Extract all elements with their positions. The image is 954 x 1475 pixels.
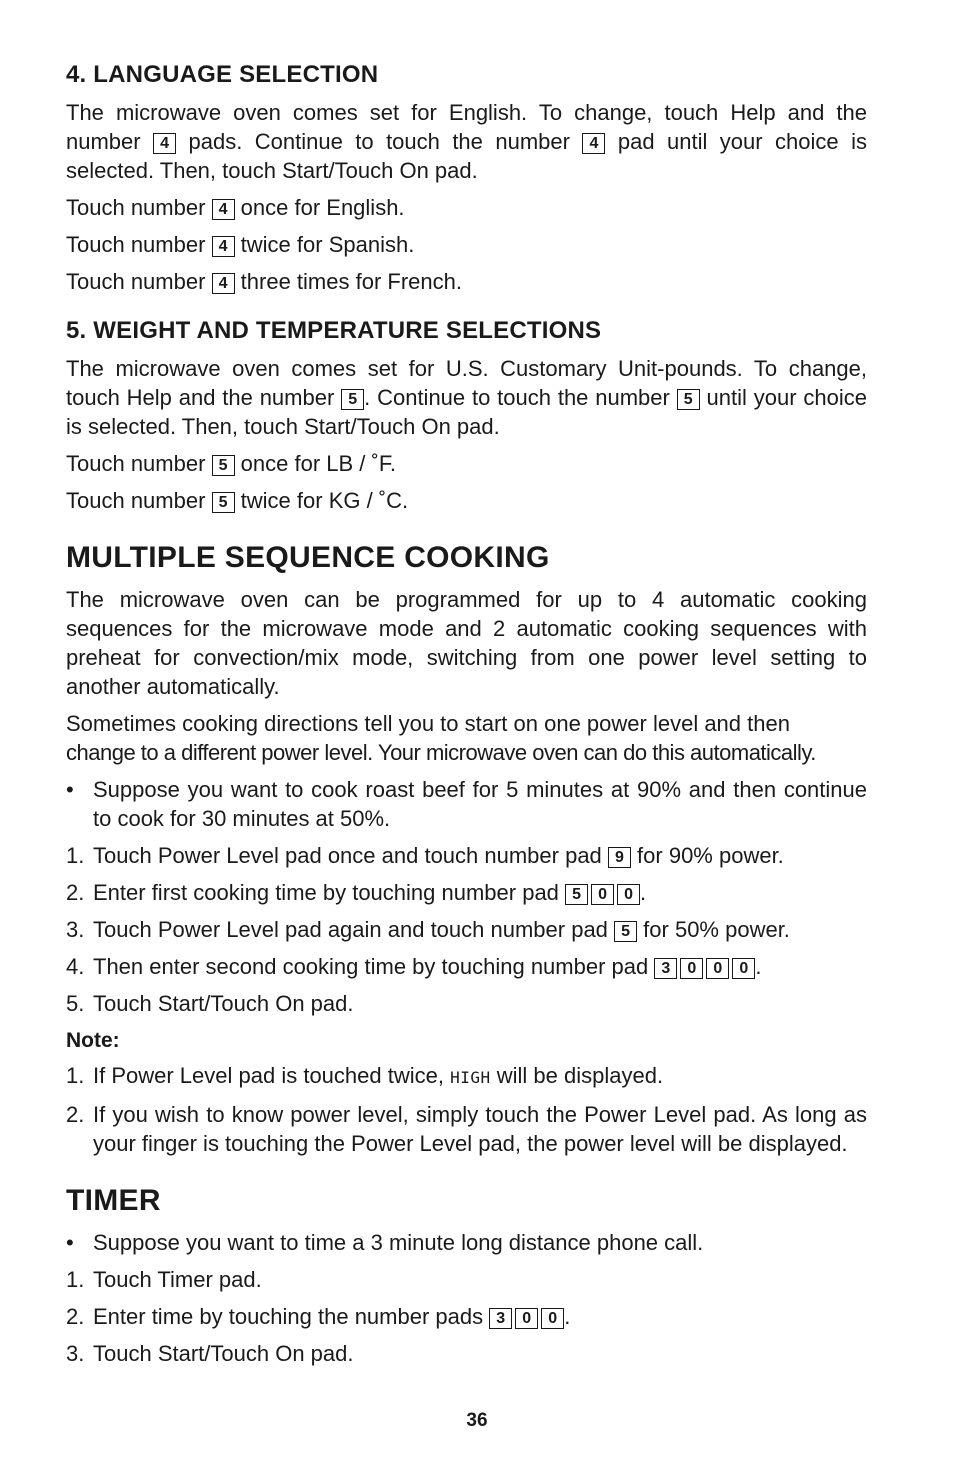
- weight-line-kg: Touch number 5 twice for KG / ˚C.: [66, 488, 409, 513]
- key-4: 4: [153, 133, 176, 154]
- language-intro: The microwave oven comes set for English. To change, touch Help and the number 4 pads. Continue to touch the number 4 pad until your choice is selected. Then, touch Start/Touch On pad.: [66, 100, 867, 183]
- step-item: 4. Then enter second cooking time by touching number pad 3 0 0 0 .: [66, 954, 762, 979]
- keypad-sequence: [614, 921, 637, 942]
- weight-line-lb: Touch number 5 once for LB / ˚F.: [66, 451, 396, 476]
- bullet-mark: •: [66, 777, 74, 802]
- key-9: 9: [608, 847, 631, 868]
- note-item-1: 1. If Power Level pad is touched twice, HIGH will be displayed.: [66, 1063, 664, 1088]
- language-line-french: Touch number 4 three times for French.: [66, 269, 462, 294]
- language-line-english: Touch number 4 once for English.: [66, 195, 405, 220]
- timer-heading: TIMER: [66, 1184, 161, 1217]
- keypad-sequence: [654, 958, 755, 979]
- step-item: 2. Enter first cooking time by touching number pad 5 0 0 .: [66, 880, 647, 905]
- step-item: 3. Touch Start/Touch On pad.: [66, 1341, 354, 1366]
- keypad-sequence: [565, 884, 640, 905]
- key-5: 5: [212, 455, 235, 476]
- key-5: 5: [565, 884, 588, 905]
- key-0: 0: [680, 958, 703, 979]
- key-5: 5: [614, 921, 637, 942]
- key-0: 0: [617, 884, 640, 905]
- key-0: 0: [515, 1308, 538, 1329]
- multi-bullet: • Suppose you want to cook roast beef for 5 minutes at 90% and then continue to cook for 30 minutes at 50%.: [66, 777, 867, 831]
- manual-page: [66, 58, 867, 1376]
- step-item: 2. Enter time by touching the number pads 3 0 0 .: [66, 1304, 571, 1329]
- language-heading: 4. LANGUAGE SELECTION: [66, 61, 379, 88]
- key-0: 0: [732, 958, 755, 979]
- weight-intro: The microwave oven comes set for U.S. Customary Unit-pounds. To change, touch Help and the number 5 . Continue to touch the number 5 until your choice is selected. Then, touch Start/Touch On pad.: [66, 356, 867, 439]
- key-3: 3: [654, 958, 677, 979]
- timer-steps: [66, 1265, 867, 1368]
- keypad-sequence: [489, 1308, 564, 1329]
- step-item: 1. Touch Timer pad.: [66, 1267, 262, 1292]
- key-3: 3: [489, 1308, 512, 1329]
- key-4: 4: [212, 199, 235, 220]
- key-4: 4: [212, 273, 235, 294]
- key-5: 5: [341, 389, 364, 410]
- timer-bullet: • Suppose you want to time a 3 minute long distance phone call.: [66, 1230, 704, 1255]
- note-item-2: 2. If you wish to know power level, simply touch the Power Level pad. As long as your finger is touching the Power Level pad, the power level will be displayed.: [66, 1102, 867, 1156]
- multi-para-2: Sometimes cooking directions tell you to start on one power level and then change to a different power level. Your microwave oven can do this automatically.: [66, 711, 816, 765]
- page-number: 36: [466, 1410, 488, 1431]
- key-5: 5: [212, 492, 235, 513]
- lcd-display-text: HIGH: [450, 1068, 491, 1087]
- multi-steps: [66, 841, 867, 1018]
- step-item: 1. Touch Power Level pad once and touch number pad 9 for 90% power.: [66, 843, 784, 868]
- weight-heading: 5. WEIGHT AND TEMPERATURE SELECTIONS: [66, 317, 602, 344]
- key-0: 0: [706, 958, 729, 979]
- language-line-spanish: Touch number 4 twice for Spanish.: [66, 232, 415, 257]
- key-4: 4: [212, 236, 235, 257]
- key-0: 0: [541, 1308, 564, 1329]
- note-label: Note:: [66, 1029, 120, 1052]
- step-item: 3. Touch Power Level pad again and touch number pad 5 for 50% power.: [66, 917, 790, 942]
- multi-heading: MULTIPLE SEQUENCE COOKING: [66, 541, 550, 574]
- multi-para-1: The microwave oven can be programmed for up to 4 automatic cooking sequences for the microwave mode and 2 automatic cooking sequences with preheat for convection/mix mode, switching from one power level setting to another automatically.: [66, 587, 867, 699]
- keypad-sequence: [608, 847, 631, 868]
- key-4: 4: [582, 133, 605, 154]
- bullet-mark: •: [66, 1230, 74, 1255]
- step-item: 5. Touch Start/Touch On pad.: [66, 991, 354, 1016]
- key-5: 5: [677, 389, 700, 410]
- key-0: 0: [591, 884, 614, 905]
